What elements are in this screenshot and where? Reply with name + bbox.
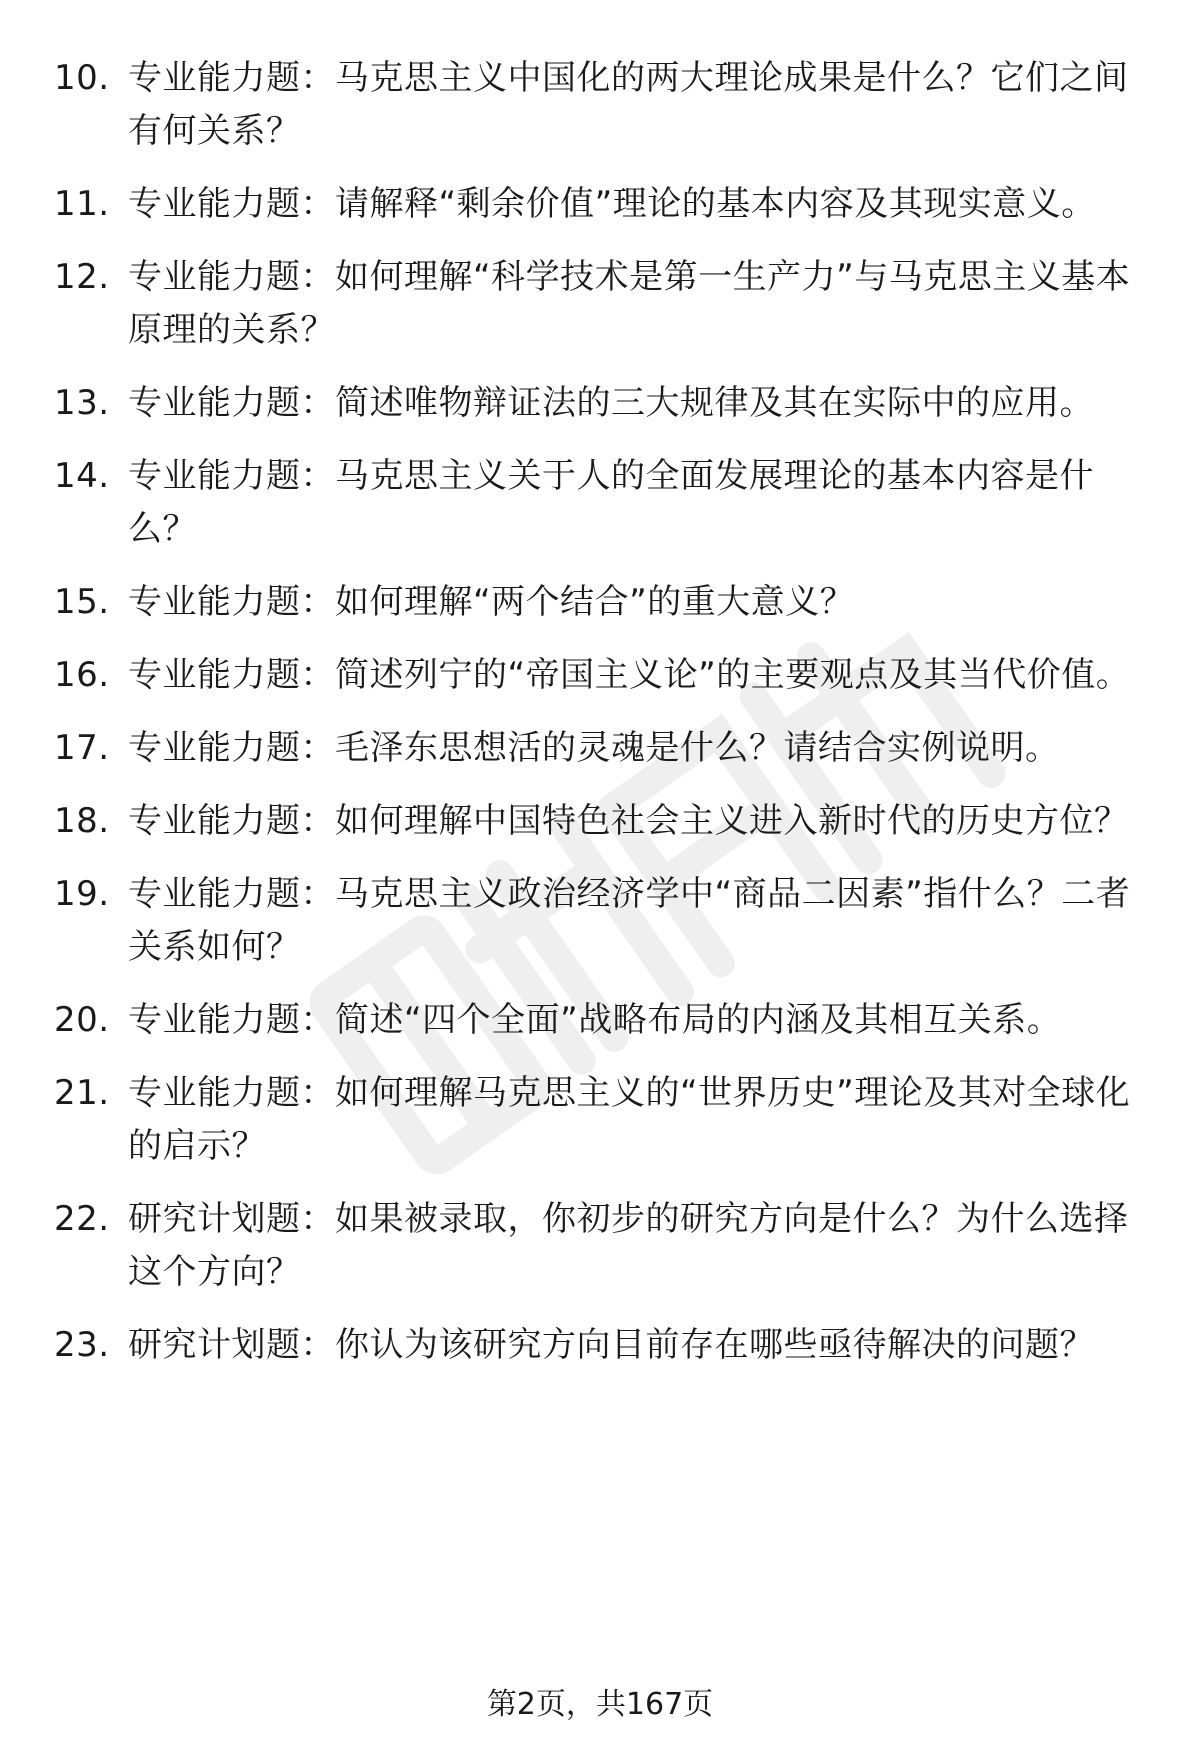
question-text: 专业能力题：简述唯物辩证法的三大规律及其在实际中的应用。 [128,383,1094,423]
question-text: 研究计划题：如果被录取，你初步的研究方向是什么？为什么选择这个方向？ [128,1199,1129,1292]
question-number: 23. [54,1325,110,1365]
question-item [54,1319,1154,1372]
question-number: 22. [54,1199,110,1239]
question-number: 19. [54,874,110,914]
question-number: 14. [54,456,110,496]
question-number: 18. [54,801,110,841]
question-item [54,1193,1154,1299]
question-number: 17. [54,728,110,768]
question-number: 15. [54,582,110,622]
question-text: 专业能力题：如何理解马克思主义的“世界历史”理论及其对全球化的启示？ [128,1073,1131,1166]
question-number: 13. [54,383,110,423]
question-text: 专业能力题：简述“四个全面”战略布局的内涵及其相互关系。 [128,1000,1062,1040]
question-item [54,178,1154,231]
question-item [54,52,1154,158]
question-text: 专业能力题：马克思主义关于人的全面发展理论的基本内容是什么？ [128,456,1094,549]
question-number: 20. [54,1000,110,1040]
question-item [54,251,1154,357]
question-text: 专业能力题：马克思主义政治经济学中“商品二因素”指什么？二者关系如何？ [128,874,1131,967]
question-item [54,649,1154,702]
question-item [54,868,1154,974]
question-number: 10. [54,58,110,98]
question-text: 研究计划题：你认为该研究方向目前存在哪些亟待解决的问题？ [128,1325,1094,1365]
question-text: 专业能力题：如何理解中国特色社会主义进入新时代的历史方位？ [128,801,1129,841]
question-text: 专业能力题：请解释“剩余价值”理论的基本内容及其现实意义。 [128,184,1096,224]
question-number: 16. [54,655,110,695]
question-text: 专业能力题：如何理解“两个结合”的重大意义？ [128,582,855,622]
question-text: 专业能力题：如何理解“科学技术是第一生产力”与马克思主义基本原理的关系？ [128,257,1131,350]
page-number: 第2页，共167页 [486,1687,714,1722]
question-item [54,1067,1154,1173]
question-text: 专业能力题：毛泽东思想活的灵魂是什么？请结合实例说明。 [128,728,1060,768]
question-item [54,377,1154,430]
question-item [54,994,1154,1047]
question-item [54,576,1154,629]
question-item [54,795,1154,848]
question-text: 专业能力题：简述列宁的“帝国主义论”的主要观点及其当代价值。 [128,655,1131,695]
question-item [54,722,1154,775]
question-number: 12. [54,257,110,297]
question-item [54,450,1154,556]
question-number: 21. [54,1073,110,1113]
question-text: 专业能力题：马克思主义中国化的两大理论成果是什么？它们之间有何关系？ [128,58,1129,151]
question-number: 11. [54,184,110,224]
question-list [54,52,1154,1392]
